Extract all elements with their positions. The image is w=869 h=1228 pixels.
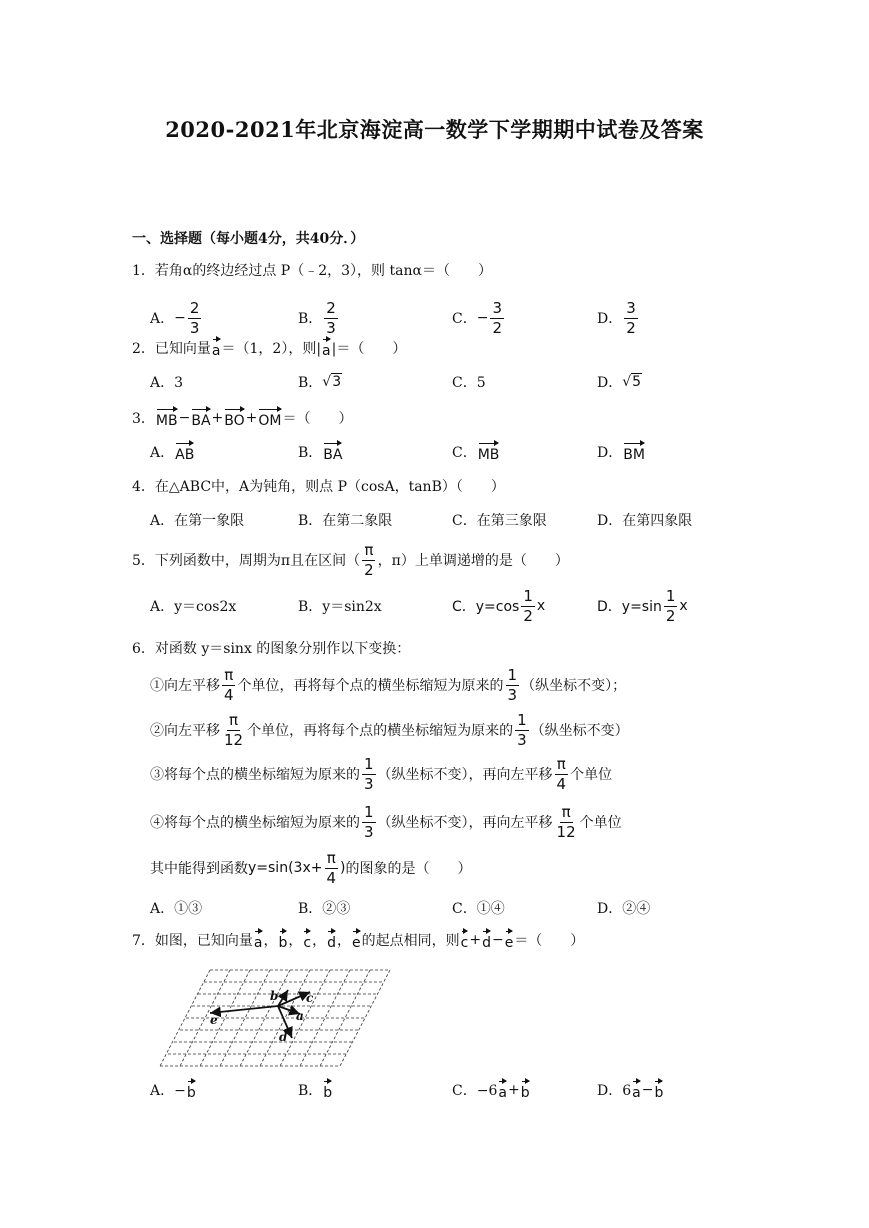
q3-option-a: A． AB xyxy=(150,432,195,472)
q1-option-c: C． − $\frac{3}{2}$ xyxy=(452,298,502,337)
q1-option-b: B． $\frac{2}{3}$ xyxy=(298,298,336,337)
q6-question: 其中能得到函数 y=sin(3x+ $\frac{\pi}{4}$ ) 的图象的是（ ） xyxy=(150,848,472,887)
q4-option-d: D．在第四象限 xyxy=(597,513,693,529)
question-5-stem: 5．下列函数中，周期为π且在区间（ $\frac{\pi}{2}$ ，π）上单调递增的是（ ） xyxy=(132,540,569,579)
q4-option-a: A．在第一象限 xyxy=(150,513,245,529)
label-e: e xyxy=(210,1013,218,1027)
q2-option-d: D． √5 xyxy=(597,374,642,391)
q6-transform-3: ③将每个点的横坐标缩短为原来的 $\frac{1}{3}$ （纵坐标不变），再向左平移 $\frac{\pi}{4}$ 个单位 xyxy=(150,754,613,793)
q6-option-c: C．①④ xyxy=(452,901,505,917)
label-d: d xyxy=(279,1030,288,1044)
q1-option-a: A． − $\frac{2}{3}$ xyxy=(150,298,200,337)
question-1-options xyxy=(150,298,790,338)
question-7-stem: 7．如图，已知向量 a ， b ， c ， d ， e 的起点相同，则 c + d − e ＝（ ） xyxy=(132,926,584,954)
q4-option-c: C．在第三象限 xyxy=(452,513,547,529)
question-2-stem: 2．已知向量 a ＝（1，2），则| a |＝（ ） xyxy=(132,334,406,362)
question-7-options xyxy=(150,1070,790,1110)
q5-option-d: D．y=sin $\frac{1}{2}$ x xyxy=(597,586,688,625)
q6-option-b: B．②③ xyxy=(298,901,351,917)
q7-option-c: C．−6 a + b xyxy=(452,1070,531,1110)
q1-option-d: D． $\frac{3}{2}$ xyxy=(597,298,636,337)
grid-lines xyxy=(160,970,390,1066)
question-4-stem: 4．在△ABC中，A为钝角，则点 P（cosA，tanB）（ ） xyxy=(132,479,505,495)
vector-grid-figure xyxy=(150,962,395,1074)
q6-transform-4: ④将每个点的横坐标缩短为原来的 $\frac{1}{3}$ （纵坐标不变），再向左平移 $\frac{\pi}{12}$ 个单位 xyxy=(150,802,622,841)
q3-option-c: C． MB xyxy=(452,432,500,472)
q2-option-a: A．3 xyxy=(150,375,184,391)
section-heading: 一、选择题（每小题4分，共40分．） xyxy=(132,231,365,247)
q7-option-d: D．6 a − b xyxy=(597,1070,664,1110)
q5-option-c: C．y=cos $\frac{1}{2}$ x xyxy=(452,586,546,625)
q6-transform-2: ②向左平移 $\frac{\pi}{12}$ 个单位，再将每个点的横坐标缩短为原来的 $\frac{1}{3}$ （纵坐标不变） xyxy=(150,710,629,749)
q4-option-b: B．在第二象限 xyxy=(298,513,393,529)
question-6-stem: 6．对函数 y＝sinx 的图象分别作以下变换： xyxy=(132,641,411,657)
question-3-options xyxy=(150,432,790,472)
label-b: b xyxy=(270,989,279,1003)
label-a: a xyxy=(296,1009,304,1023)
question-5-options xyxy=(150,586,790,626)
q5-option-a: A．y＝cos2x xyxy=(150,599,237,615)
q5-option-b: B．y＝sin2x xyxy=(298,599,382,615)
q2-option-c: C．5 xyxy=(452,375,486,391)
q7-option-a: A．− b xyxy=(150,1070,197,1110)
question-2-options xyxy=(150,362,790,402)
question-4-options xyxy=(150,500,790,540)
q3-option-d: D． BM xyxy=(597,432,646,472)
q6-option-d: D．②④ xyxy=(597,901,651,917)
q6-transform-1: ①向左平移 $\frac{\pi}{4}$ 个单位，再将每个点的横坐标缩短为原来的 $\frac{1}{3}$ （纵坐标不变）； xyxy=(150,665,627,704)
q6-option-a: A．①③ xyxy=(150,901,203,917)
page-title: 2020-2021年北京海淀高一数学下学期期中试卷及答案 xyxy=(165,117,704,142)
q7-option-b: B． b xyxy=(298,1070,333,1110)
label-c: c xyxy=(306,991,314,1005)
question-1-stem: 1．若角α的终边经过点 P（﹣2，3），则 tanα＝（ ） xyxy=(132,263,492,279)
question-6-options xyxy=(150,888,790,928)
q3-option-b: B． BA xyxy=(298,432,343,472)
q2-option-b: B． √3 xyxy=(298,374,342,391)
question-3-stem: 3． MB − BA + BO + OM ＝（ ） xyxy=(132,404,353,432)
